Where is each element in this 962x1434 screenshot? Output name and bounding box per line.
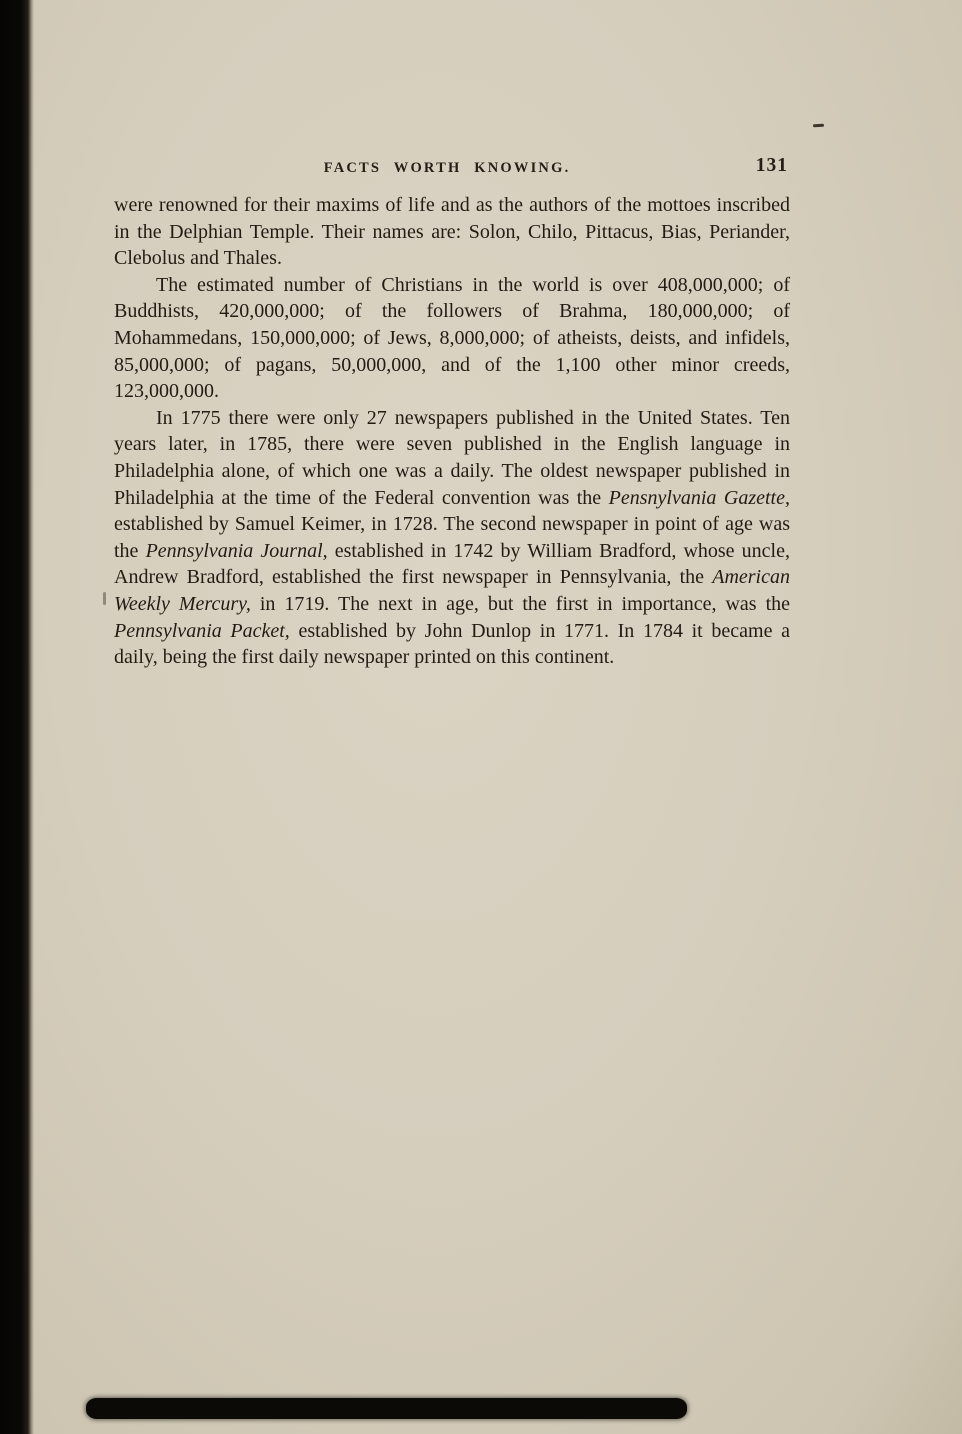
newspaper-title-italic: Pensnylvania Gazette, [608,486,790,509]
paragraph-maxims-continuation: were renowned for their maxims of life and as the authors of the mottoes inscribed in the Delphian Temple. Their names are: Solon, Chilo, Pittacus, Bias, Periander, Clebolus and Thales. [114,194,790,270]
page-number: 131 [755,155,788,176]
body-text [114,192,790,671]
page-header [114,157,790,183]
paragraph-newspaper-history [114,405,790,671]
text-run: established in 1742 by William Bradford, whose uncle, Andrew Bradford, established the first newspaper in Pennsylvania, the [114,539,790,589]
top-right-stray-mark [813,124,824,128]
running-title: FACTS WORTH KNOWING. [323,160,571,176]
bottom-scan-smudge [86,1398,687,1419]
left-margin-speck [103,592,106,605]
text-run: established by Samuel Keimer, in 1728. The second newspaper in point of age was the [114,513,790,562]
newspaper-title-italic: American Weekly Mercury, [114,566,790,615]
newspaper-title-italic: Pennsylvania Packet, [114,619,290,642]
text-run: in 1719. The next in age, but the first in importance, was the [250,592,790,615]
text-run: established by John Dunlop in 1771. In 1784 it became a daily, being the first daily newspaper printed on this continent. [114,619,790,669]
newspaper-title-italic: Pennsylvania Journal, [145,539,328,562]
left-binding-shadow [0,0,34,1434]
text-run: In 1775 there were only 27 newspapers published in the United States. Ten years later, in 1785, there were seven published in the English language in Philadelphia alone, of which one was a daily. The oldest newspaper published in Philadelphia at the time of the Federal convention was the [114,406,790,509]
paragraph-religion-statistics: The estimated number of Christians in the world is over 408,000,000; of Buddhists, 420,000,000; of the followers of Brahma, 180,000,000; of Mohammedans, 150,000,000; of Jews, 8,000,000; of atheists, deists, and infidels, 85,000,000; of pagans, 50,000,000, and of the 1,100 other minor creeds, 123,000,000. [114,273,790,403]
